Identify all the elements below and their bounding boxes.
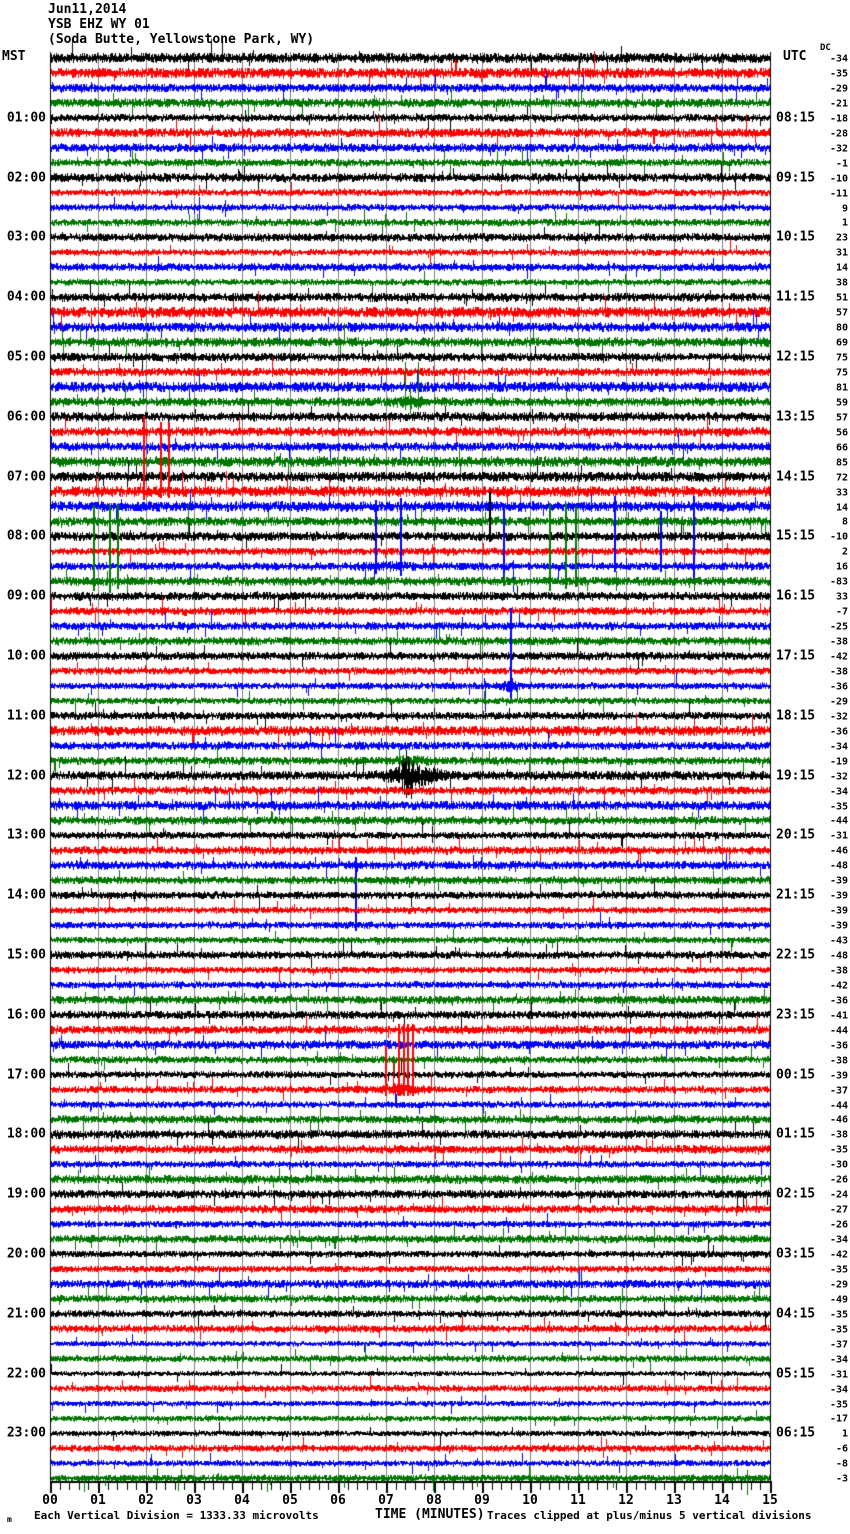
dc-offset-value: -25 [829, 621, 848, 633]
dc-offset-value: -37 [829, 1339, 848, 1351]
header-date: Jun11,2014 [48, 2, 127, 17]
dc-offset-value: -3 [835, 1473, 848, 1485]
dc-offset-value: -32 [829, 771, 848, 783]
mst-hour-label: 01:00 [6, 110, 46, 126]
mst-hour-label: 14:00 [6, 887, 46, 903]
dc-offset-value: -31 [829, 830, 848, 842]
dc-offset-value: -30 [829, 1159, 848, 1171]
dc-offset-value: -36 [829, 1040, 848, 1052]
dc-offset-value: -10 [829, 531, 848, 543]
dc-offset-value: -44 [829, 815, 848, 827]
dc-offset-value: -34 [829, 741, 848, 753]
dc-offset-value: -39 [829, 890, 848, 902]
utc-hour-label: 16:15 [776, 588, 816, 604]
minute-tick-label: 02 [138, 1493, 154, 1508]
dc-offset-value: -48 [829, 950, 848, 962]
dc-offset-value: -43 [829, 935, 848, 947]
dc-offset-value: 14 [835, 262, 848, 274]
dc-offset-value: 69 [835, 337, 848, 349]
dc-offset-value: 31 [835, 247, 848, 259]
dc-offset-value: -35 [829, 801, 848, 812]
dc-offset-value: -11 [829, 188, 848, 200]
dc-offset-value: -19 [829, 756, 848, 768]
minute-tick-label: 12 [618, 1493, 634, 1508]
dc-offset-value: 80 [835, 322, 848, 334]
dc-offset-value: 59 [835, 397, 848, 409]
x-axis-title: TIME (MINUTES) [375, 1507, 485, 1522]
utc-hour-label: 05:15 [776, 1366, 816, 1382]
mst-hour-label: 22:00 [6, 1366, 46, 1382]
minute-tick-label: 07 [378, 1493, 394, 1508]
utc-hour-label: 01:15 [776, 1126, 816, 1142]
dc-offset-value: -44 [829, 1100, 848, 1111]
utc-hour-label: 11:15 [776, 289, 816, 305]
dc-offset-value: -34 [829, 53, 848, 65]
utc-hour-label: 22:15 [776, 947, 816, 963]
minute-tick-label: 01 [90, 1493, 106, 1508]
dc-offset-value: 75 [835, 367, 848, 379]
scale-note: Each Vertical Division = 1333.33 microvolts [34, 1509, 319, 1522]
dc-offset-value: -46 [829, 845, 848, 857]
dc-offset-value: -49 [829, 1294, 848, 1306]
mst-hour-label: 20:00 [6, 1246, 46, 1262]
dc-offset-value: -39 [829, 1070, 848, 1082]
dc-offset-value: 38 [835, 277, 848, 289]
dc-offset-value: -39 [829, 905, 848, 917]
dc-offset-value: -38 [829, 965, 848, 977]
minute-tick-label: 06 [330, 1493, 346, 1508]
utc-hour-label: 09:15 [776, 170, 816, 186]
utc-hour-label: 04:15 [776, 1306, 816, 1322]
dc-offset-value: -18 [829, 113, 848, 125]
dc-offset-value: -6 [835, 1443, 848, 1455]
dc-offset-value: 85 [835, 457, 848, 469]
dc-offset-value: 72 [835, 472, 848, 484]
dc-offset-value: 33 [835, 591, 848, 603]
dc-offset-value: -35 [829, 1309, 848, 1321]
minute-tick-label: 10 [522, 1493, 538, 1508]
dc-offset-value: -35 [829, 68, 848, 80]
dc-offset-value: -35 [829, 1324, 848, 1336]
utc-hour-label: 19:15 [776, 768, 816, 784]
utc-hour-label: 15:15 [776, 528, 816, 544]
minute-tick-label: 13 [666, 1493, 682, 1508]
utc-hour-label: 17:15 [776, 648, 816, 664]
dc-offset-value: -34 [829, 1234, 848, 1246]
dc-offset-value: 14 [835, 502, 848, 513]
dc-offset-value: 57 [835, 412, 848, 424]
mst-hour-label: 09:00 [6, 588, 46, 604]
mst-hour-label: 10:00 [6, 648, 46, 664]
dc-offset-value: -35 [829, 1264, 848, 1276]
dc-offset-value: 51 [835, 292, 848, 304]
mst-hour-label: 08:00 [6, 528, 46, 544]
minute-tick-label: 03 [186, 1493, 202, 1508]
clip-note: Traces clipped at plus/minus 5 vertical divisions [487, 1509, 812, 1522]
utc-hour-label: 02:15 [776, 1186, 816, 1202]
minute-tick-label: 08 [426, 1493, 442, 1508]
dc-offset-value: -44 [829, 1025, 848, 1037]
mst-hour-label: 21:00 [6, 1306, 46, 1322]
minute-tick-label: 05 [282, 1493, 298, 1508]
dc-offset-value: 57 [835, 307, 848, 319]
dc-offset-value: -36 [829, 681, 848, 693]
dc-offset-value: -26 [829, 1219, 848, 1231]
dc-column-label: DC [820, 43, 831, 53]
mst-hour-label: 13:00 [6, 827, 46, 843]
dc-offset-value: -34 [829, 1354, 848, 1366]
mst-hour-label: 03:00 [6, 229, 46, 245]
dc-offset-value: -42 [829, 980, 848, 992]
utc-hour-label: 00:15 [776, 1067, 816, 1083]
minute-tick-label: 14 [714, 1493, 730, 1508]
dc-offset-value: -29 [829, 1279, 848, 1291]
mst-hour-label: 02:00 [6, 170, 46, 186]
dc-offset-value: -39 [829, 875, 848, 887]
utc-hour-label: 06:15 [776, 1425, 816, 1441]
dc-offset-value: 56 [835, 427, 848, 439]
mst-hour-label: 06:00 [6, 409, 46, 425]
minute-tick-label: 15 [762, 1493, 778, 1508]
mst-hour-label: 07:00 [6, 469, 46, 485]
mst-hour-label: 15:00 [6, 947, 46, 963]
dc-offset-value: -27 [829, 1204, 848, 1216]
dc-offset-value: 33 [835, 487, 848, 499]
dc-offset-value: -28 [829, 128, 848, 140]
dc-offset-value: -29 [829, 696, 848, 708]
dc-offset-value: -1 [835, 158, 848, 170]
mst-hour-label: 12:00 [6, 768, 46, 784]
dc-offset-value: -7 [835, 606, 848, 618]
utc-hour-label: 21:15 [776, 887, 816, 903]
mst-hour-label: 16:00 [6, 1007, 46, 1023]
dc-offset-value: -21 [829, 98, 848, 110]
dc-offset-value: -37 [829, 1085, 848, 1097]
dc-offset-value: -24 [829, 1189, 848, 1201]
left-timezone-label: MST [2, 49, 26, 64]
dc-offset-value: -38 [829, 636, 848, 648]
mst-hour-label: 19:00 [6, 1186, 46, 1202]
dc-offset-value: -17 [829, 1413, 848, 1425]
dc-offset-value: -39 [829, 920, 848, 932]
minute-tick-label: 04 [234, 1493, 250, 1508]
dc-offset-value: -29 [829, 83, 848, 95]
header-station: YSB EHZ WY 01 [48, 17, 150, 32]
dc-offset-value: -8 [835, 1458, 848, 1470]
dc-offset-value: 75 [835, 352, 848, 364]
dc-offset-value: 2 [841, 546, 848, 558]
dc-offset-value: -34 [829, 1384, 848, 1396]
mst-hour-label: 17:00 [6, 1067, 46, 1083]
dc-offset-value: -38 [829, 666, 848, 678]
dc-offset-value: 16 [835, 561, 848, 573]
dc-offset-value: -38 [829, 1055, 848, 1067]
dc-offset-value: 9 [841, 203, 848, 214]
utc-hour-label: 18:15 [776, 708, 816, 724]
utc-hour-label: 08:15 [776, 110, 816, 126]
dc-offset-value: 8 [841, 516, 848, 528]
header-location: (Soda Butte, Yellowstone Park, WY) [48, 32, 315, 47]
dc-offset-value: 1 [841, 1428, 848, 1440]
dc-offset-value: -46 [829, 1114, 848, 1126]
corner-mark: m [7, 1515, 12, 1524]
utc-hour-label: 12:15 [776, 349, 816, 365]
dc-offset-value: -36 [829, 726, 848, 738]
minute-tick-label: 00 [42, 1493, 58, 1508]
dc-offset-value: -31 [829, 1369, 848, 1381]
dc-offset-value: 1 [841, 217, 848, 229]
dc-offset-value: -36 [829, 995, 848, 1007]
mst-hour-label: 05:00 [6, 349, 46, 365]
dc-offset-value: -35 [829, 1399, 848, 1410]
dc-offset-value: -26 [829, 1174, 848, 1186]
utc-hour-label: 03:15 [776, 1246, 816, 1262]
dc-offset-value: 66 [835, 442, 848, 454]
minute-tick-label: 11 [570, 1493, 586, 1508]
mst-hour-label: 23:00 [6, 1425, 46, 1441]
right-timezone-label: UTC [783, 49, 807, 64]
minute-tick-label: 09 [474, 1493, 490, 1508]
utc-hour-label: 20:15 [776, 827, 816, 843]
dc-offset-value: -32 [829, 143, 848, 155]
dc-offset-value: -35 [829, 1144, 848, 1156]
dc-offset-value: -83 [829, 576, 848, 588]
dc-offset-value: -34 [829, 786, 848, 798]
dc-offset-value: -41 [829, 1010, 848, 1022]
dc-offset-value: -42 [829, 651, 848, 663]
dc-offset-value: -32 [829, 711, 848, 723]
utc-hour-label: 23:15 [776, 1007, 816, 1023]
utc-hour-label: 13:15 [776, 409, 816, 425]
dc-offset-value: -48 [829, 860, 848, 872]
mst-hour-label: 04:00 [6, 289, 46, 305]
dc-offset-value: -38 [829, 1129, 848, 1141]
utc-hour-label: 10:15 [776, 229, 816, 245]
mst-hour-label: 18:00 [6, 1126, 46, 1142]
utc-hour-label: 14:15 [776, 469, 816, 485]
dc-offset-value: 23 [835, 232, 848, 244]
dc-offset-value: 81 [835, 382, 848, 394]
dc-offset-value: -10 [829, 173, 848, 185]
dc-offset-value: -42 [829, 1249, 848, 1261]
mst-hour-label: 11:00 [6, 708, 46, 724]
